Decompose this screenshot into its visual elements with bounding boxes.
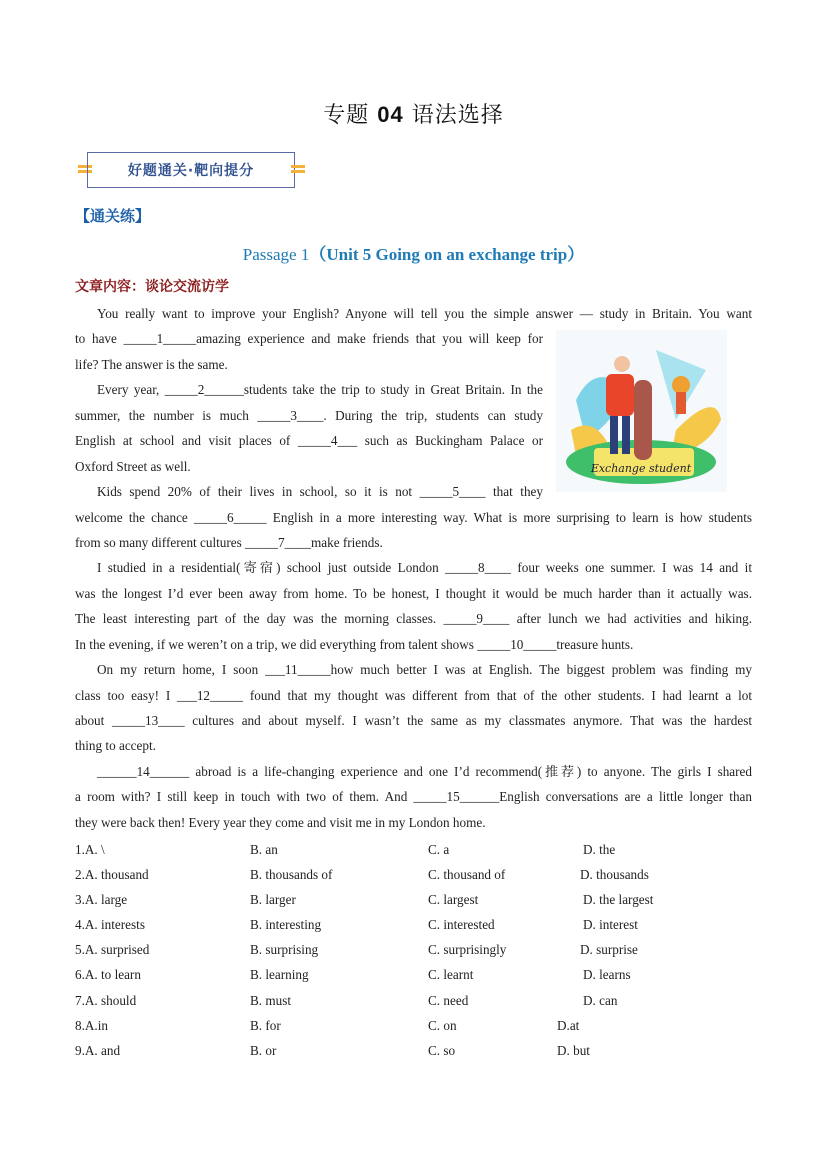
section-banner: 好题通关·靶向提分 xyxy=(87,152,295,188)
option-a: 1.A. \ xyxy=(75,842,105,857)
option-b: B. for xyxy=(250,1017,281,1033)
passage-line: was the longest I’d ever been away from home. To be honest, I thought it would be much harder than it actually was. xyxy=(75,585,752,601)
option-b: B. an xyxy=(250,842,278,857)
question-options-row xyxy=(75,1013,752,1038)
option-d: D. but xyxy=(557,1042,590,1058)
option-c: C. learnt xyxy=(428,967,474,983)
paragraph xyxy=(75,759,752,835)
option-a: 7.A. should xyxy=(75,992,137,1008)
passage-line: Kids spend 20% of their lives in school, so it is not _____5____ that they xyxy=(97,484,543,500)
option-b: B. or xyxy=(250,1042,277,1058)
option-b: B. learning xyxy=(250,967,309,983)
passage-line: English at school and visit places of _____4___ such as Buckingham Palace or xyxy=(75,433,543,449)
passage-line: Oxford Street as well. xyxy=(75,458,191,474)
option-c: C. thousand of xyxy=(428,867,506,883)
option-b: B. surprising xyxy=(250,942,319,958)
passage-line: life? The answer is the same. xyxy=(75,356,228,372)
passage-line: In the evening, if we weren’t on a trip, we did everything from talent shows _____10_____treasure hunts. xyxy=(75,636,634,652)
option-a: 6.A. to learn xyxy=(75,967,141,983)
passage-line: class too easy! I ___12_____ found that my thought was different from that of the other students. I had learnt a lot xyxy=(75,687,752,703)
option-a: 9.A. and xyxy=(75,1042,121,1058)
option-d: D. surprise xyxy=(580,942,638,958)
option-c: C. largest xyxy=(428,892,479,908)
question-options-row xyxy=(75,988,752,1013)
passage-line: from so many different cultures _____7____make friends. xyxy=(75,534,383,550)
title-prefix: 专题 xyxy=(323,103,370,128)
title-suffix: 语法选择 xyxy=(411,103,504,128)
option-c: C. a xyxy=(428,842,450,857)
question-options-row xyxy=(75,962,752,987)
banner-right-ornament-icon xyxy=(291,163,305,177)
passage-line: On my return home, I soon ___11_____how much better I was at English. The biggest problem was finding my xyxy=(97,662,752,678)
option-d: D. thousands xyxy=(580,867,649,883)
passage-unit: （Unit 5 Going on an exchange trip） xyxy=(309,245,585,264)
option-a: 4.A. interests xyxy=(75,917,145,933)
passage-label: Passage 1 xyxy=(242,245,310,264)
question-options-row xyxy=(75,862,752,887)
paragraph xyxy=(75,657,752,759)
question-options-row xyxy=(75,1038,752,1063)
option-c: C. on xyxy=(428,1017,457,1033)
passage-line: You really want to improve your English? Anyone will tell you the simple answer — study in Britain. You want xyxy=(97,306,752,321)
passage-line: The least interesting part of the day was the morning classes. _____9____ after lunch we had activities and hiking. xyxy=(75,611,752,627)
title-number: 04 xyxy=(377,102,404,127)
illustration-caption: Exchange student xyxy=(590,462,692,475)
passage-line: Every year, _____2______students take the trip to study in Great Britain. In the xyxy=(97,382,543,398)
passage-line: welcome the chance _____6_____ English in a more interesting way. What is more surprising to learn is how students xyxy=(75,509,752,525)
question-options-row xyxy=(75,937,752,962)
option-a: 2.A. thousand xyxy=(75,867,149,883)
option-b: B. must xyxy=(250,992,292,1008)
option-a: 8.A.in xyxy=(75,1017,108,1033)
option-d: D.at xyxy=(557,1017,580,1033)
passage-line: I studied in a residential(寄宿) school just outside London _____8____ four weeks one summer. I was 14 and it xyxy=(97,560,752,576)
passage-line: a room with? I still keep in touch with two of them. And _____15______English conversations are a little longer than xyxy=(75,789,752,805)
question-options-row xyxy=(75,912,752,937)
option-d: D. the xyxy=(583,842,616,857)
option-b: B. thousands of xyxy=(250,867,333,883)
option-c: C. interested xyxy=(428,917,495,933)
option-c: C. surprisingly xyxy=(428,942,507,958)
question-options-row xyxy=(75,837,752,862)
option-a: 5.A. surprised xyxy=(75,942,150,958)
passage-line: thing to accept. xyxy=(75,738,156,754)
option-d: D. the largest xyxy=(583,892,654,908)
paragraph xyxy=(75,555,752,657)
passage-line: they were back then! Every year they come and visit me in my London home. xyxy=(75,814,486,830)
option-d: D. learns xyxy=(583,967,631,983)
page-title xyxy=(0,98,827,129)
passage-line: to have _____1_____amazing experience and make friends that you will keep for xyxy=(75,331,543,347)
option-b: B. larger xyxy=(250,892,296,908)
option-c: C. need xyxy=(428,992,469,1008)
passage-line: ______14______ abroad is a life-changing experience and one I’d recommend(推荐) to anyone. The girls I shared xyxy=(97,763,752,779)
passage-line: summer, the number is much _____3____. During the trip, students can study xyxy=(75,407,543,423)
option-b: B. interesting xyxy=(250,917,322,933)
content-label: 文章内容：谈论交流访学 xyxy=(75,279,229,295)
question-options-row xyxy=(75,887,752,912)
option-d: D. interest xyxy=(583,917,638,933)
exchange-student-illustration xyxy=(556,330,727,492)
passage-line: about _____13____ cultures and about myself. I wasn’t the same as my classmates anymore. That was the hardest xyxy=(75,713,752,728)
option-d: D. can xyxy=(583,992,618,1008)
passage-heading xyxy=(0,240,827,265)
option-c: C. so xyxy=(428,1042,456,1058)
option-a: 3.A. large xyxy=(75,892,128,908)
section-heading: 【通关练】 xyxy=(75,207,151,225)
options-list xyxy=(75,837,752,1063)
